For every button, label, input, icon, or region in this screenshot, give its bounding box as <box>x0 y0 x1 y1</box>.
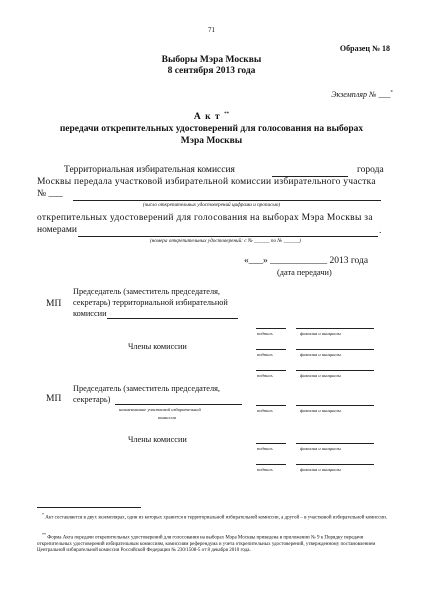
signature-label: подпись <box>257 331 273 336</box>
ballot-numbers-field <box>78 236 378 237</box>
name-label: фамилия и инициалы <box>300 446 341 451</box>
para2-line1: открепительных удостоверений для голосования на выборах Мэра Москвы за <box>37 213 373 223</box>
signature-label: подпись <box>257 467 273 472</box>
para1-end: города <box>357 165 384 175</box>
signature-line <box>256 370 286 371</box>
name-line <box>296 405 374 406</box>
sample-label: Образец № 18 <box>339 44 390 53</box>
copy-number <box>331 90 393 99</box>
para1-start: Территориальная избирательная комиссия <box>64 165 235 175</box>
uik-members-label: Члены комиссии <box>128 435 187 444</box>
name-label: фамилия и инициалы <box>300 467 341 472</box>
act-title <box>0 112 423 122</box>
ballot-count-field <box>73 200 381 201</box>
para1-line2: Москвы передала участковой избирательной комиссии избирательного участка <box>37 177 376 187</box>
signature-line <box>256 443 286 444</box>
name-line <box>296 349 374 350</box>
hint-ballot-count: (число открепительных удостоверений цифрами и прописью) <box>142 202 281 208</box>
uik-chair-line1: Председатель (заместитель председателя, <box>73 384 220 393</box>
name-label: фамилия и инициалы <box>300 352 341 357</box>
copy-label: Экземпляр № ___ <box>331 90 391 99</box>
signature-label: подпись <box>257 408 273 413</box>
footnote-1 <box>37 512 391 522</box>
footnote-2-marker: ** <box>42 532 46 537</box>
footnote-1-marker: * <box>42 512 44 517</box>
para2-dot: . <box>379 226 382 236</box>
tik-chair-line2: секретарь) территориальной избирательной <box>73 298 228 307</box>
transfer-date-hint: (дата передачи) <box>277 268 332 277</box>
signature-line <box>256 349 286 350</box>
para1-station-no: № ___ <box>37 189 63 199</box>
name-line <box>296 328 374 329</box>
act-subtitle-cont: Мэра Москвы <box>180 136 243 146</box>
tik-members-label: Члены комиссии <box>128 342 187 351</box>
transfer-date: «___» ____________ 2013 года <box>244 256 369 266</box>
signature-line <box>256 405 286 406</box>
signature-label: подпись <box>257 446 273 451</box>
hint-ballot-numbers: (номера открепительных удостоверений: с № ______ по № ______) <box>150 238 301 244</box>
hint-uik-name: наименование участковой избирательной <box>119 407 201 412</box>
footnote-2 <box>37 532 391 554</box>
name-label: фамилия и инициалы <box>300 373 341 378</box>
signature-label: подпись <box>257 352 273 357</box>
tik-name-field <box>107 318 238 319</box>
act-footnote-marker: ** <box>224 112 230 117</box>
election-title: Выборы Мэра Москвы <box>161 55 262 65</box>
signature-line <box>256 464 286 465</box>
stamp-place-1: МП <box>46 299 62 309</box>
copy-footnote-marker: * <box>390 90 393 96</box>
act-subtitle: передачи открепительных удостоверений для голосования на выборах <box>59 124 364 134</box>
uik-chair-line2: секретарь) <box>73 395 111 404</box>
signature-label: подпись <box>257 373 273 378</box>
stamp-place-2: МП <box>46 394 62 404</box>
name-label: фамилия и инициалы <box>300 408 341 413</box>
name-line <box>296 370 374 371</box>
page-number: 71 <box>208 26 215 34</box>
footnote-1-text: Акт составляется в двух экземплярах, один из которых хранится в территориальной избирательной комиссии, а другой – в участковой избирательной комиссии. <box>45 515 387 521</box>
election-date: 8 сентября 2013 года <box>167 66 256 76</box>
tik-chair-line3: комиссии <box>73 309 107 318</box>
footnote-separator <box>37 507 141 508</box>
signature-line <box>256 328 286 329</box>
name-label: фамилия и инициалы <box>300 331 341 336</box>
uik-name-field <box>115 404 242 405</box>
act-label: А к т <box>193 112 221 123</box>
para2-numbers: номерами <box>37 225 77 235</box>
footnote-2-text: Форма Акта передачи открепительных удостоверений для голосования на выборах Мэра Москвы приведена в приложении № 9 к Порядку передачи открепительных удостоверений избирательным комиссиям, комиссиям референдума и учета открепительных удостоверений, утвержденному постановлением Центральной избирательной комиссии Российской Федерации № 230/1508-5 от 8 декабря 2010 года. <box>37 535 376 554</box>
tik-chair-line1: Председатель (заместитель председателя, <box>73 287 220 296</box>
name-line <box>296 443 374 444</box>
hint-uik-name-cont: комиссии <box>158 415 176 420</box>
name-line <box>296 464 374 465</box>
